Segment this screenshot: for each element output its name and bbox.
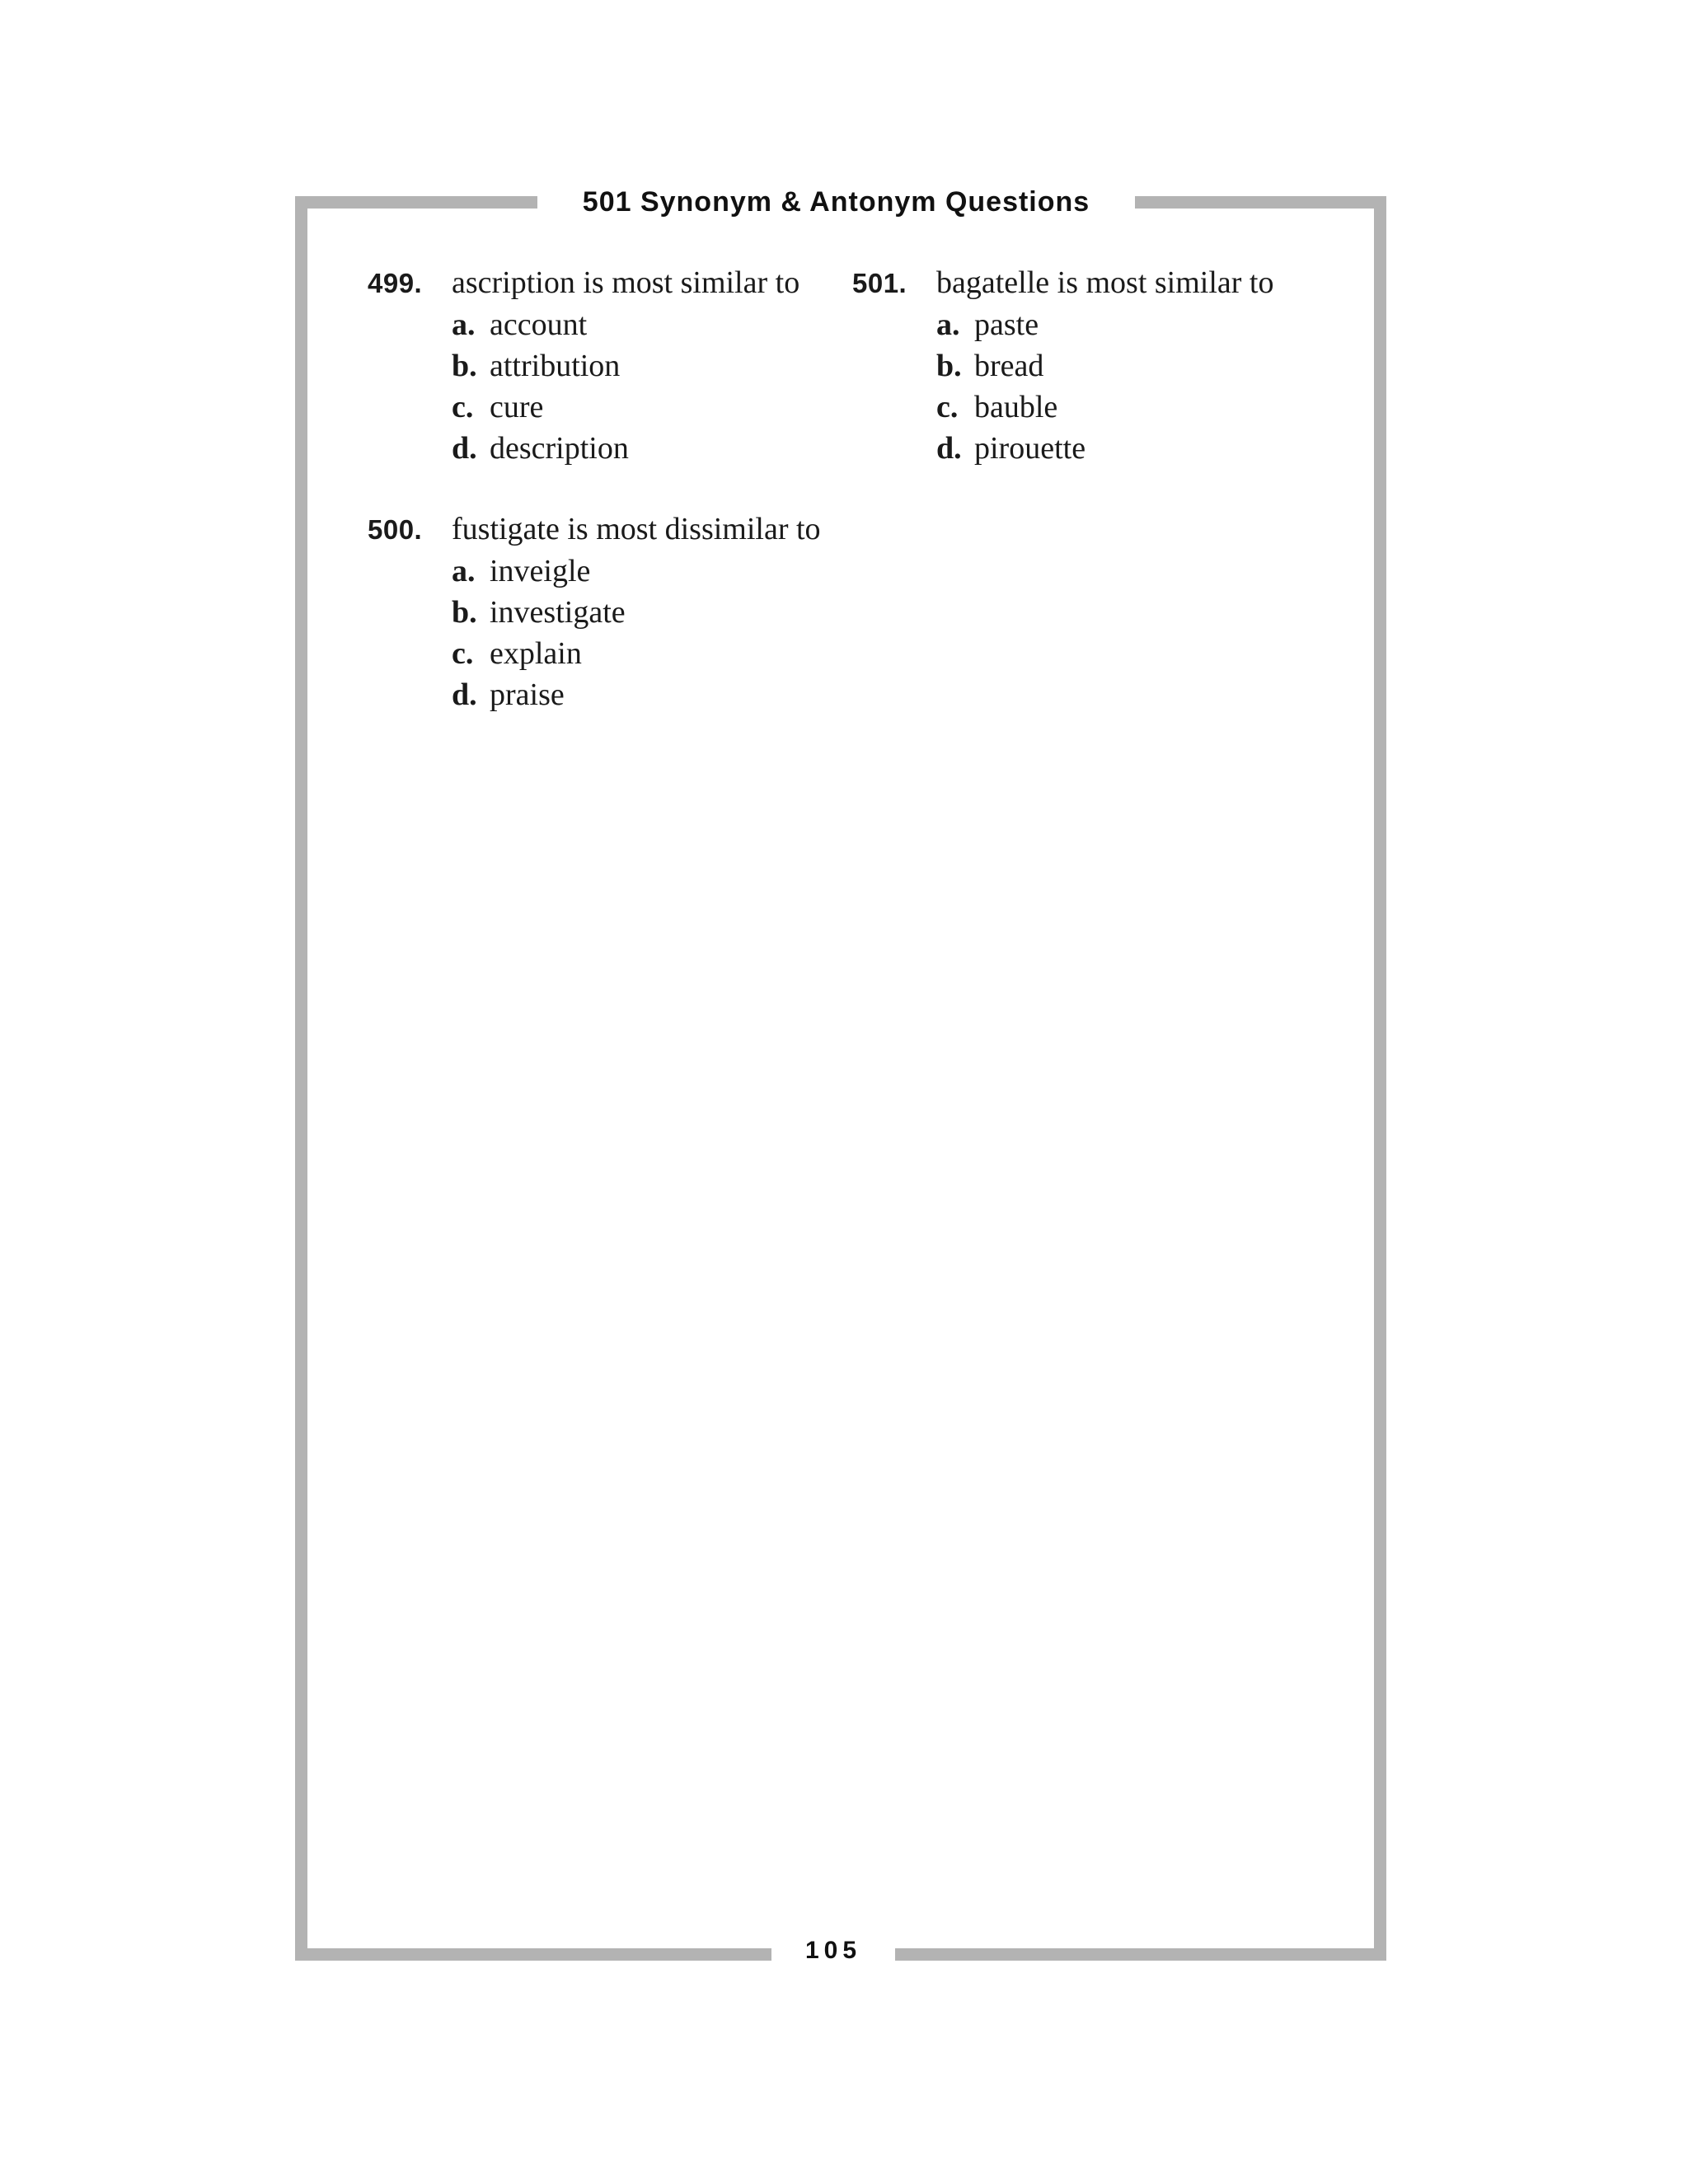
question-stem: fustigate is most dissimilar to [452, 512, 821, 546]
option-letter: d. [452, 431, 477, 466]
question-number: 499. [368, 268, 423, 298]
option-text: attribution [490, 349, 621, 383]
option-text: bauble [974, 390, 1058, 424]
question-head [368, 509, 821, 551]
question-501 [852, 262, 1273, 469]
page-number: 105 [804, 1937, 862, 1964]
question-499 [368, 262, 799, 469]
option-letter: a. [936, 307, 960, 342]
page-frame-left [295, 196, 307, 1961]
option-letter: a. [452, 307, 476, 342]
option-letter: c. [452, 636, 474, 671]
option-text: account [490, 307, 588, 342]
question-stem: ascription is most similar to [452, 265, 800, 300]
option-letter: b. [452, 349, 477, 383]
answer-option-a[interactable] [452, 551, 821, 592]
answer-option-a[interactable] [936, 304, 1273, 345]
question-stem: bagatelle is most similar to [936, 265, 1274, 300]
page-frame-right [1374, 196, 1386, 1961]
answer-options [368, 551, 821, 715]
answer-options [368, 304, 799, 469]
option-letter: b. [452, 595, 477, 630]
option-letter: a. [452, 554, 476, 588]
answer-option-d[interactable] [936, 428, 1273, 469]
option-text: inveigle [490, 554, 591, 588]
answer-option-d[interactable] [452, 674, 821, 715]
answer-option-d[interactable] [452, 428, 799, 469]
answer-option-c[interactable] [452, 633, 821, 674]
option-letter: d. [936, 431, 962, 466]
running-title: 501 Synonym & Antonym Questions [582, 186, 1090, 218]
option-letter: c. [936, 390, 959, 424]
question-500 [368, 509, 821, 715]
option-letter: d. [452, 677, 477, 712]
option-letter: c. [452, 390, 474, 424]
answer-option-c[interactable] [452, 387, 799, 428]
option-letter: b. [936, 349, 962, 383]
question-head [852, 262, 1273, 304]
option-text: pirouette [974, 431, 1086, 466]
option-text: explain [490, 636, 582, 671]
answer-option-b[interactable] [452, 345, 799, 387]
answer-option-b[interactable] [936, 345, 1273, 387]
option-text: praise [490, 677, 565, 712]
option-text: investigate [490, 595, 626, 630]
option-text: cure [490, 390, 544, 424]
question-number: 501. [852, 268, 907, 298]
question-number: 500. [368, 514, 423, 545]
option-text: paste [974, 307, 1039, 342]
answer-options [852, 304, 1273, 469]
page-frame-top-right [1135, 196, 1386, 209]
option-text: description [490, 431, 629, 466]
page-frame-bottom-right [895, 1948, 1386, 1961]
option-text: bread [974, 349, 1044, 383]
page-frame-bottom-left [295, 1948, 771, 1961]
question-head [368, 262, 799, 304]
answer-option-b[interactable] [452, 592, 821, 633]
answer-option-a[interactable] [452, 304, 799, 345]
page-frame-top-left [295, 196, 537, 209]
answer-option-c[interactable] [936, 387, 1273, 428]
